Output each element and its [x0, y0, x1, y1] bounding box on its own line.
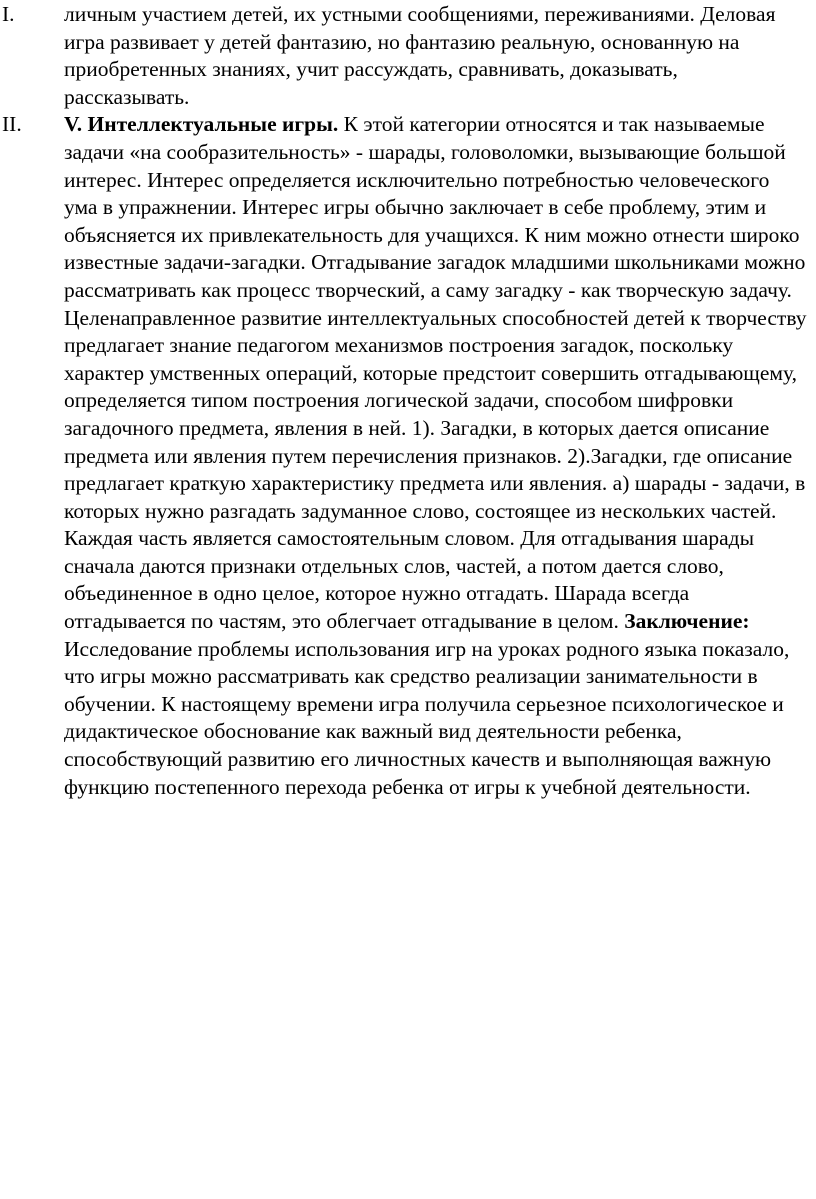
conclusion-label: Заключение:: [624, 609, 750, 634]
list-marker-1: I.: [2, 2, 15, 26]
list-item-text-2: [64, 111, 808, 801]
body-text-before-conclusion: К этой категории относятся и так называемые задачи «на сообразительность» - шарады, головоломки, вызывающие большой интерес. Интерес определяется исключительно потребностью человеческого ума в упражнении. Интерес игры обычно заключает в себе проблему, этим и объясняется их привлекательность для учащихся. К ним можно отнести широко известные задачи-загадки. Отгадывание загадок младшими школьниками можно рассматривать как процесс творческий, а саму загадку - как творческую задачу. Целенаправленное развитие интеллектуальных способностей детей к творчеству предлагает знание педагогом механизмов построения загадок, поскольку характер умственных операций, которые предстоит совершить отгадывающему, определяется типом построения логической задачи, способом шифровки загадочного предмета, явления в ней. 1). Загадки, в которых дается описание предмета или явления путем перечисления признаков. 2).Загадки, где описание предлагает краткую характеристику предмета или явления. а) шарады - задачи, в которых нужно разгадать задуманное слово, состоящее из нескольких частей. Каждая часть является самостоятельным словом. Для отгадывания шарады сначала даются признаки отдельных слов, частей, а потом дается слово, объединенное в одно целое, которое нужно отгадать. Шарада всегда отгадывается по частям, это облегчает отгадывание в целом.: [64, 112, 807, 634]
section-heading: V. Интеллектуальные игры.: [64, 112, 339, 137]
conclusion-text: Исследование проблемы использования игр на уроках родного языка показало, что игры можно рассматривать как средство реализации занимательности в обучении. К настоящему времени игра получила серьезное психологическое и дидактическое обоснование как важный вид деятельности ребенка, способствующий развитию его личностных качеств и выполняющая важную функцию постепенного перехода ребенка от игры к учебной деятельности.: [64, 636, 790, 799]
roman-list-item-2: [2, 111, 808, 801]
roman-list-item-1: [2, 1, 808, 111]
list-item-text-1: личным участием детей, их устными сообщениями, переживаниями. Деловая игра развивает у детей фантазию, но фантазию реальную, основанную на приобретенных знаниях, учит рассуждать, сравнивать, доказывать, рассказывать.: [64, 2, 776, 109]
list-marker-2: II.: [2, 112, 22, 137]
